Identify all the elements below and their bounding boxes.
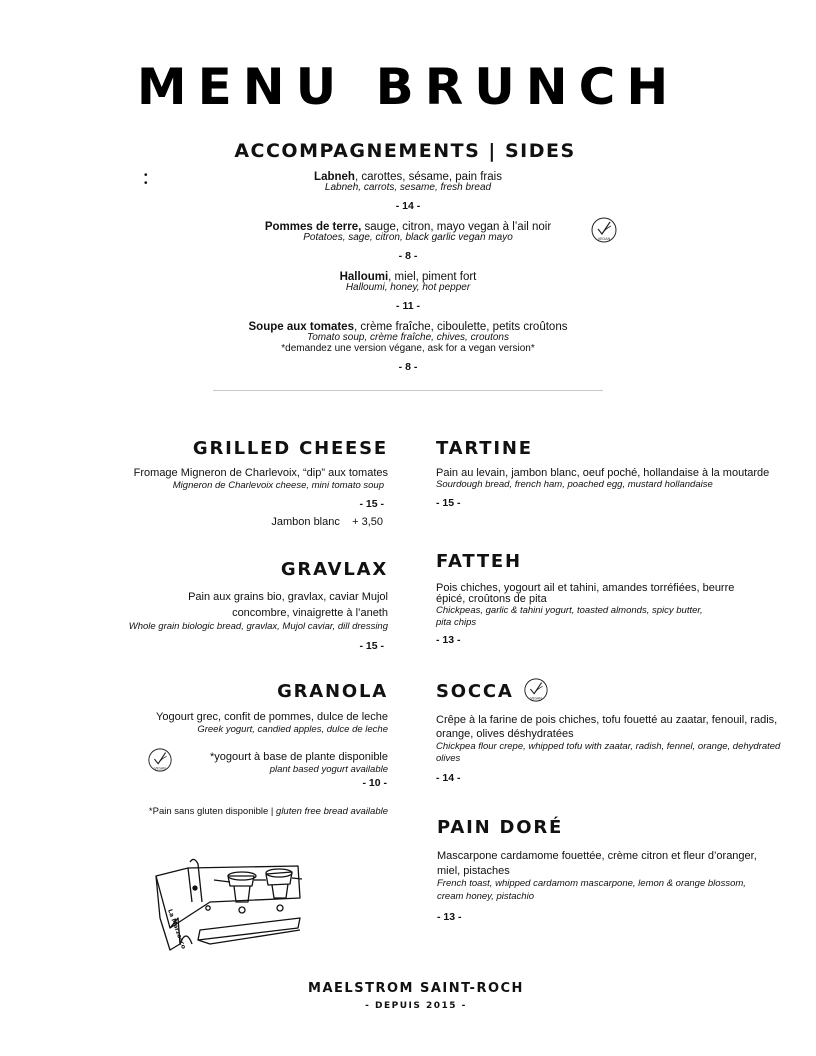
dish-desc-fr: Yogourt grec, confit de pommes, dulce de leche (156, 711, 388, 723)
dish-title-socca: SOCCA (436, 681, 514, 702)
side-note: *demandez une version végane, ask for a vegan version* (281, 343, 535, 354)
side-desc: sauge, citron, mayo vegan à l’ail noir (361, 221, 552, 233)
side-desc: , crème fraîche, ciboulette, petits croûtons (353, 321, 568, 333)
dish-desc-fr: Pain au levain, jambon blanc, oeuf poché, hollandaise à la moutarde (436, 467, 770, 479)
espresso-machine-icon (150, 858, 305, 958)
dish-price: - 15 - (359, 639, 384, 652)
dish-fatteh (436, 583, 756, 646)
extra-price: + 3,50 (352, 515, 383, 528)
dish-desc-en: Sourdough bread, french ham, poached egg, mustard hollandaise (436, 479, 713, 490)
dish-granola-vegan (28, 751, 388, 790)
side-item-labneh (150, 171, 666, 212)
side-price: - 8 - (398, 361, 418, 373)
dish-desc-fr: Fromage Migneron de Charlevoix, “dip” aux tomates (133, 467, 388, 479)
side-name: Pommes de terre, (264, 221, 362, 233)
side-price: - 14 - (395, 200, 421, 212)
dish-desc-fr: concombre, vinaigrette à l’aneth (232, 606, 388, 619)
dish-grilled-cheese (28, 467, 388, 528)
bullet-marks: • • (144, 170, 148, 189)
dish-desc-en: French toast, whipped cardamom mascarpone, lemon & orange blossom, cream honey, pistachio (437, 878, 746, 902)
dish-desc-fr: Pain aux grains bio, gravlax, caviar Mujol (188, 591, 388, 603)
vegan-badge-label: VEGAN (154, 766, 166, 771)
sides-heading: ACCOMPAGNEMENTS | SIDES (234, 140, 576, 162)
dish-price: - 15 - (436, 496, 461, 509)
dish-price: - 13 - (437, 911, 462, 923)
side-price: - 8 - (398, 250, 418, 262)
side-name: Halloumi (339, 271, 389, 283)
dish-title-gravlax: GRAVLAX (280, 559, 388, 580)
side-desc-en: Potatoes, sage, citron, black garlic vegan mayo (303, 232, 513, 243)
dish-desc-en: Chickpeas, garlic & tahini yogurt, toasted almonds, spicy butter, pita chips (436, 605, 703, 628)
dish-desc-fr: Pois chiches, yogourt ail et tahini, amandes torréfiées, beurre épicé, croûtons de pita (436, 582, 735, 605)
dish-price: - 14 - (436, 772, 461, 784)
dish-granola (28, 711, 388, 735)
vegan-badge-label: VEGAN (597, 237, 611, 241)
vegan-check-icon (590, 216, 618, 244)
extra-label: Jambon blanc (271, 515, 340, 528)
dish-tartine (436, 468, 786, 509)
dish-gravlax (58, 590, 388, 654)
dish-desc-fr: Crêpe à la farine de pois chiches, tofu fouetté au zaatar, fenouil, radis, orange, olives déshydratées (436, 714, 778, 740)
side-item-halloumi (150, 271, 666, 312)
dish-title-granola: GRANOLA (277, 681, 388, 702)
restaurant-name: MAELSTROM SAINT-ROCH (308, 981, 524, 996)
menu-title: MENU BRUNCH (136, 58, 680, 116)
vegan-badge-label: VEGAN (530, 696, 542, 701)
dish-title-tartine: TARTINE (436, 438, 533, 459)
side-desc-en: Labneh, carrots, sesame, fresh bread (324, 182, 492, 193)
extra-option (28, 516, 388, 529)
dish-title-grilled-cheese: GRILLED CHEESE (192, 438, 388, 459)
vegan-note-fr: *yogourt à base de plante disponible (210, 751, 388, 763)
gluten-note-en: gluten free bread available (276, 806, 388, 817)
espresso-brand-label: La Marzocco (166, 908, 187, 950)
section-divider (213, 390, 603, 391)
side-name: Labneh (314, 171, 355, 183)
dish-desc-en: Migneron de Charlevoix cheese, mini tomato soup (172, 479, 384, 491)
dish-desc-fr: Mascarpone cardamome fouettée, crème citron et fleur d’oranger, miel, pistaches (437, 850, 757, 877)
side-item-pommes-de-terre (150, 221, 666, 262)
dish-price: - 15 - (359, 498, 384, 510)
dish-title-pain-dore: PAIN DORÉ (437, 817, 564, 838)
side-price: - 11 - (396, 300, 420, 312)
vegan-note-en: plant based yogurt available (269, 763, 388, 775)
side-desc-en: Halloumi, honey, hot pepper (345, 282, 471, 293)
side-desc: , carottes, sésame, pain frais (354, 171, 502, 183)
dish-price: - 13 - (436, 634, 461, 646)
gluten-free-note (28, 806, 388, 819)
dish-socca (436, 713, 784, 785)
dish-pain-dore (437, 849, 767, 925)
side-item-soupe (150, 321, 666, 373)
side-desc-en: Tomato soup, crème fraîche, chives, croutons (307, 332, 509, 343)
dish-desc-en: Whole grain biologic bread, gravlax, Mujol caviar, dill dressing (128, 621, 388, 632)
dish-desc-en: Greek yogurt, candied apples, dulce de leche (197, 723, 388, 735)
side-name: Soupe aux tomates (248, 321, 354, 333)
side-desc: , miel, piment fort (388, 271, 477, 283)
dish-title-fatteh: FATTEH (436, 551, 522, 572)
vegan-check-icon (523, 677, 549, 703)
dish-price: - 10 - (362, 777, 387, 789)
gluten-note-fr: *Pain sans gluten disponible | (148, 806, 277, 817)
established-since: - DEPUIS 2015 - (365, 1001, 467, 1011)
dish-desc-en: Chickpea flour crepe, whipped tofu with zaatar, radish, fennel, orange, dehydrated olives (436, 741, 781, 764)
